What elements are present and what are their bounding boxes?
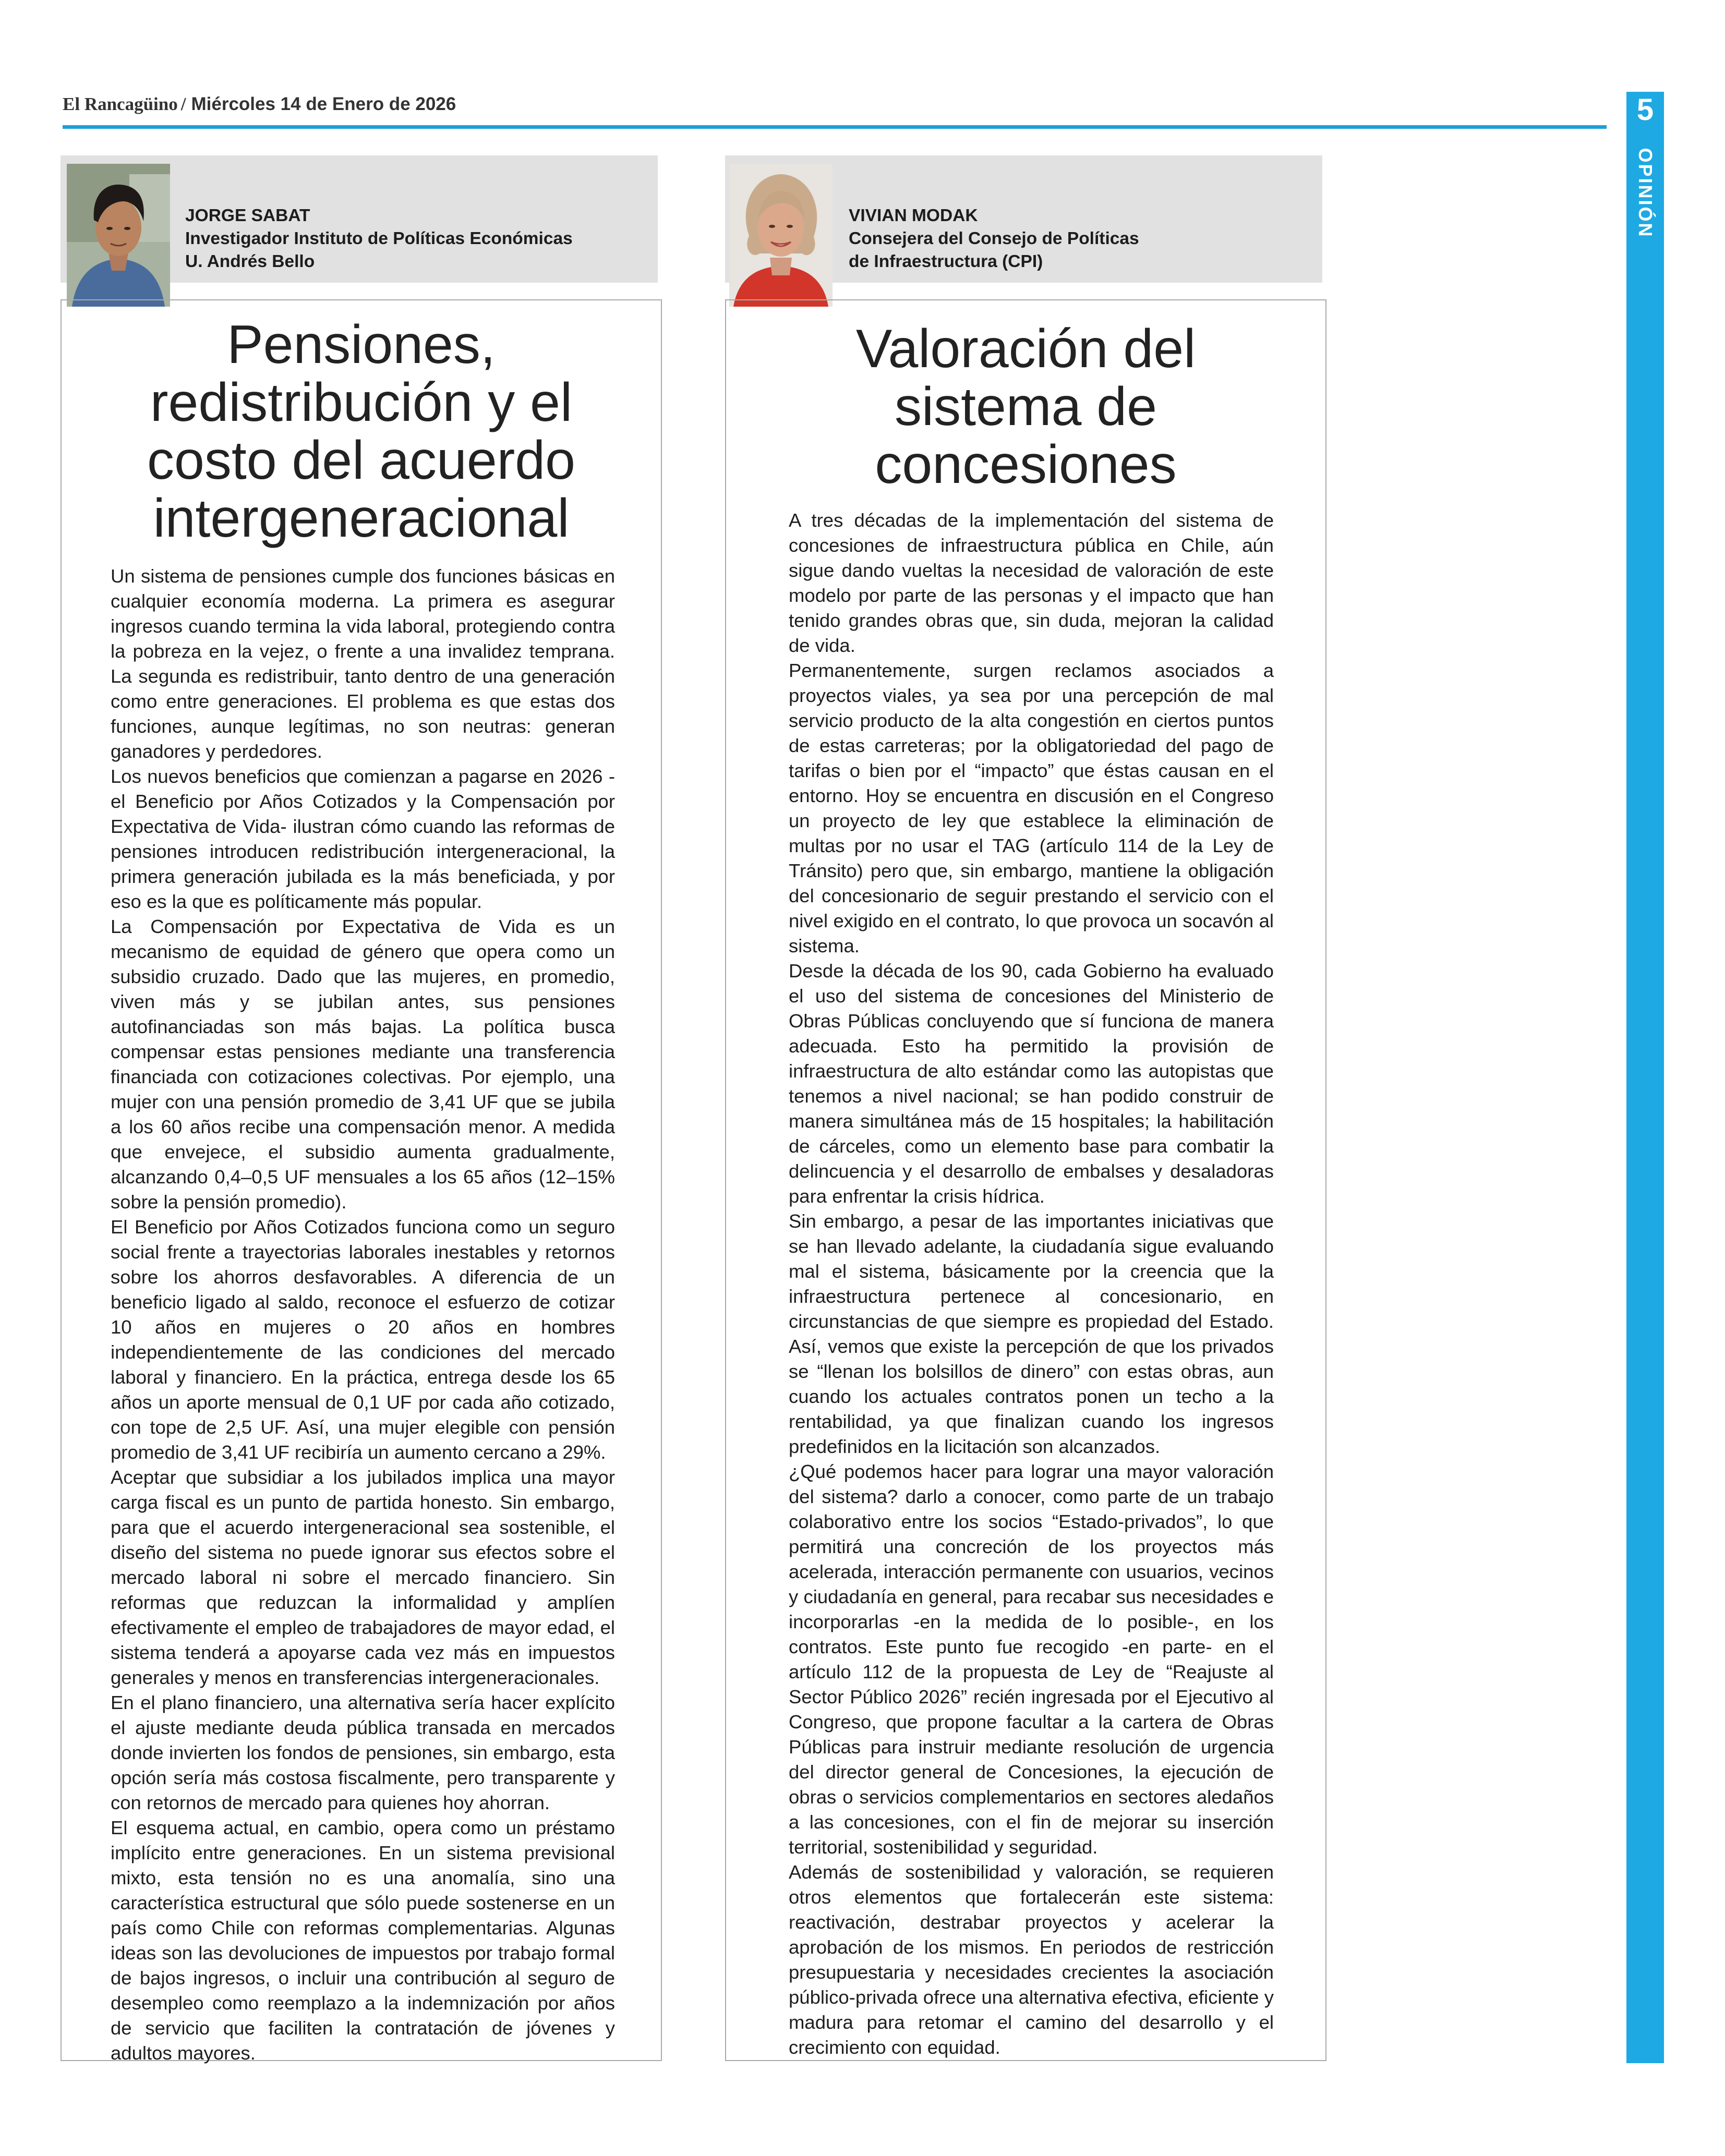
headline-line: Pensiones,	[227, 314, 496, 375]
article-paragraph: Los nuevos beneficios que comienzan a pagarse en 2026 -el Beneficio por Años Cotizados y la Compensación por Expectativa de Vida- ilustran cómo cuando las reformas de pensiones introducen redistribución intergeneracional, la primera generación jubilada es la más beneficiada, y por eso es la que es políticamente más popular.	[111, 766, 615, 912]
article-paragraph: La Compensación por Expectativa de Vida es un mecanismo de equidad de género que opera como un subsidio cruzado. Dado que las mujeres, en promedio, viven más y se jubilan antes, sus pensiones autofinanciadas son más bajas. La política busca compensar estas pensiones mediante una transferencia financiada con cotizaciones colectivas. Por ejemplo, una mujer con una pensión promedio de 3,41 UF que se jubila a los 60 años recibe una compensación menor. A medida que envejece, el subsidio aumenta gradualmente, alcanzando 0,4–0,5 UF mensuales a los 65 años (12–15% sobre la pensión promedio).	[111, 916, 615, 1213]
headline-line: costo del acuerdo	[147, 430, 575, 491]
author-role-line1: Consejera del Consejo de Políticas	[849, 229, 1139, 248]
article-paragraph: El esquema actual, en cambio, opera como un préstamo implícito entre generaciones. En un sistema previsional mixto, esta tensión no es una anomalía, sino una característica estructural que sólo puede sostenerse en un país como Chile con reformas complementarias. Algunas ideas son las devoluciones de impuestos por trabajo formal de bajos ingresos, o incluir una contribución al seguro de desempleo como reemplazo a la indemnización por años de servicio que faciliten la contratación de jóvenes y adultos mayores.	[111, 1817, 615, 2064]
author-info-right	[849, 204, 1139, 273]
masthead	[63, 94, 456, 115]
headline-line: redistribución y el	[150, 372, 573, 433]
article-headline-right	[725, 320, 1326, 494]
article-body-right	[789, 508, 1274, 2060]
section-sidebar	[1626, 92, 1664, 2063]
article-paragraph: El Beneficio por Años Cotizados funciona como un seguro social frente a trayectorias laborales inestables y retornos sobre los ahorros desfavorables. A diferencia de un beneficio ligado al saldo, reconoce el esfuerzo de cotizar 10 años en mujeres o 20 años en hombres independientemente de las condiciones del mercado laboral y financiero. En la práctica, entrega desde los 65 años un aporte mensual de 0,1 UF por cada año cotizado, con tope de 2,5 UF. Así, una mujer elegible con pensión promedio de 3,41 UF recibiría un aumento cercano a 29%.	[111, 1216, 615, 1463]
page-number: 5	[1636, 93, 1654, 127]
headline-line: intergeneracional	[153, 488, 570, 549]
author-photo-right	[729, 164, 833, 307]
article-paragraph: Aceptar que subsidiar a los jubilados implica una mayor carga fiscal es un punto de partida honesto. Sin embargo, para que el acuerdo intergeneracional sea sostenible, el diseño del sistema no puede ignorar sus efectos sobre el mercado laboral ni sobre el mercado financiero. Sin reformas que reduzcan la informalidad y amplíen efectivamente el empleo de trabajadores de mayor edad, el sistema tenderá a apoyarse cada vez más en impuestos generales y menos en transferencias intergeneracionales.	[111, 1467, 615, 1688]
article-paragraph: Permanentemente, surgen reclamos asociados a proyectos viales, ya sea por una percepción de mal servicio producto de la alta congestión en ciertos puntos de estas carreteras; por la obligatoriedad del pago de tarifas o bien por el “impacto” que éstas causan en el entorno. Hoy se encuentra en discusión en el Congreso un proyecto de ley que establece la eliminación de multas por no usar el TAG (artículo 114 de la Ley de Tránsito) pero que, sin embargo, mantiene la obligación del concesionario de seguir prestando el servicio con el nivel exigido en el contrato, lo que provoca un socavón al sistema.	[789, 660, 1274, 956]
article-paragraph: Sin embargo, a pesar de las importantes iniciativas que se han llevado adelante, la ciudadanía sigue evaluando mal el sistema, básicamente por la creencia que la infraestructura pertenece al concesionario, en circunstancias de que siempre es propiedad del Estado. Así, vemos que existe la percepción de que los privados se “llenan los bolsillos de dinero” con estas obras, aun cuando los actuales contratos ponen un techo a la rentabilidad, ya que finalizan cuando los ingresos predefinidos en la licitación son alcanzados.	[789, 1210, 1274, 1457]
article-headline-left	[61, 316, 662, 548]
article-paragraph: Además de sostenibilidad y valoración, se requieren otros elementos que fortalecerán este sistema: reactivación, destrabar proyectos y acelerar la aprobación de los mismos. En periodos de restricción presupuestaria y necesidades crecientes la asociación público-privada ofrece una alternativa efectiva, eficiente y madura para retomar el camino del desarrollo y el crecimiento con equidad.	[789, 1861, 1274, 2058]
section-label: OPINIÓN	[1635, 148, 1656, 238]
author-photo-left	[67, 164, 170, 307]
article-body-left	[111, 564, 615, 2066]
issue-date: Miércoles 14 de Enero de 2026	[191, 94, 456, 114]
article-paragraph: En el plano financiero, una alternativa sería hacer explícito el ajuste mediante deuda pública transada en mercados donde invierten los fondos de pensiones, sin embargo, esta opción sería más costosa fiscalmente, pero transparente y con retornos de mercado para quienes hoy ahorran.	[111, 1692, 615, 1813]
masthead-rule	[63, 125, 1607, 129]
author-role-line1: Investigador Instituto de Políticas Económicas	[185, 229, 573, 248]
article-paragraph: Desde la década de los 90, cada Gobierno ha evaluado el uso del sistema de concesiones del Ministerio de Obras Públicas concluyendo que sí funciona de manera adecuada. Esto ha permitido la provisión de infraestructura de alto estándar como las autopistas que tenemos a nivel nacional; se han podido construir de manera simultánea más de 15 hospitales; la habilitación de cárceles, como un elemento base para combatir la delincuencia y el desarrollo de embalses y desaladoras para enfrentar la crisis hídrica.	[789, 960, 1274, 1207]
headline-line: concesiones	[875, 434, 1177, 495]
newspaper-name: El Rancagüino	[63, 94, 178, 114]
author-role-line2: de Infraestructura (CPI)	[849, 252, 1043, 271]
headline-line: Valoración del	[855, 319, 1196, 379]
article-paragraph: ¿Qué podemos hacer para lograr una mayor valoración del sistema? darlo a conocer, como parte de un trabajo colaborativo entre los socios “Estado-privados”, lo que permitirá una concreción de los proyectos más acelerada, interacción permanente con usuarios, vecinos y ciudadanía en general, para recabar sus necesidades e incorporarlas -en la medida de lo posible-, en los contratos. Este punto fue recogido -en parte- en el artículo 112 de la propuesta de Ley de “Reajuste al Sector Público 2026” recién ingresada por el Ejecutivo al Congreso, que propone facultar a la cartera de Obras Públicas para instruir mediante resolución de urgencia del director general de Concesiones, la ejecución de obras o servicios complementarios en sectores aledaños a las concesiones, con el fin de mejorar su inserción territorial, sostenibilidad y seguridad.	[789, 1461, 1274, 1858]
article-paragraph: A tres décadas de la implementación del sistema de concesiones de infraestructura pública en Chile, aún sigue dando vueltas la necesidad de valoración de este modelo por parte de las personas y el impacto que han tenido grandes obras que, sin duda, mejoran la calidad de vida.	[789, 510, 1274, 656]
article-paragraph: Un sistema de pensiones cumple dos funciones básicas en cualquier economía moderna. La primera es asegurar ingresos cuando termina la vida laboral, protegiendo contra la pobreza en la vejez, o frente a una invalidez temprana. La segunda es redistribuir, tanto dentro de una generación como entre generaciones. El problema es que estas dos funciones, aunque legítimas, no son neutras: generan ganadores y perdedores.	[111, 565, 615, 762]
author-name: VIVIAN MODAK	[849, 206, 978, 225]
author-name: JORGE SABAT	[185, 206, 310, 225]
headline-line: sistema de	[895, 377, 1157, 437]
masthead-separator: /	[180, 94, 186, 114]
author-info-left	[185, 204, 573, 273]
author-role-line2: U. Andrés Bello	[185, 252, 315, 271]
